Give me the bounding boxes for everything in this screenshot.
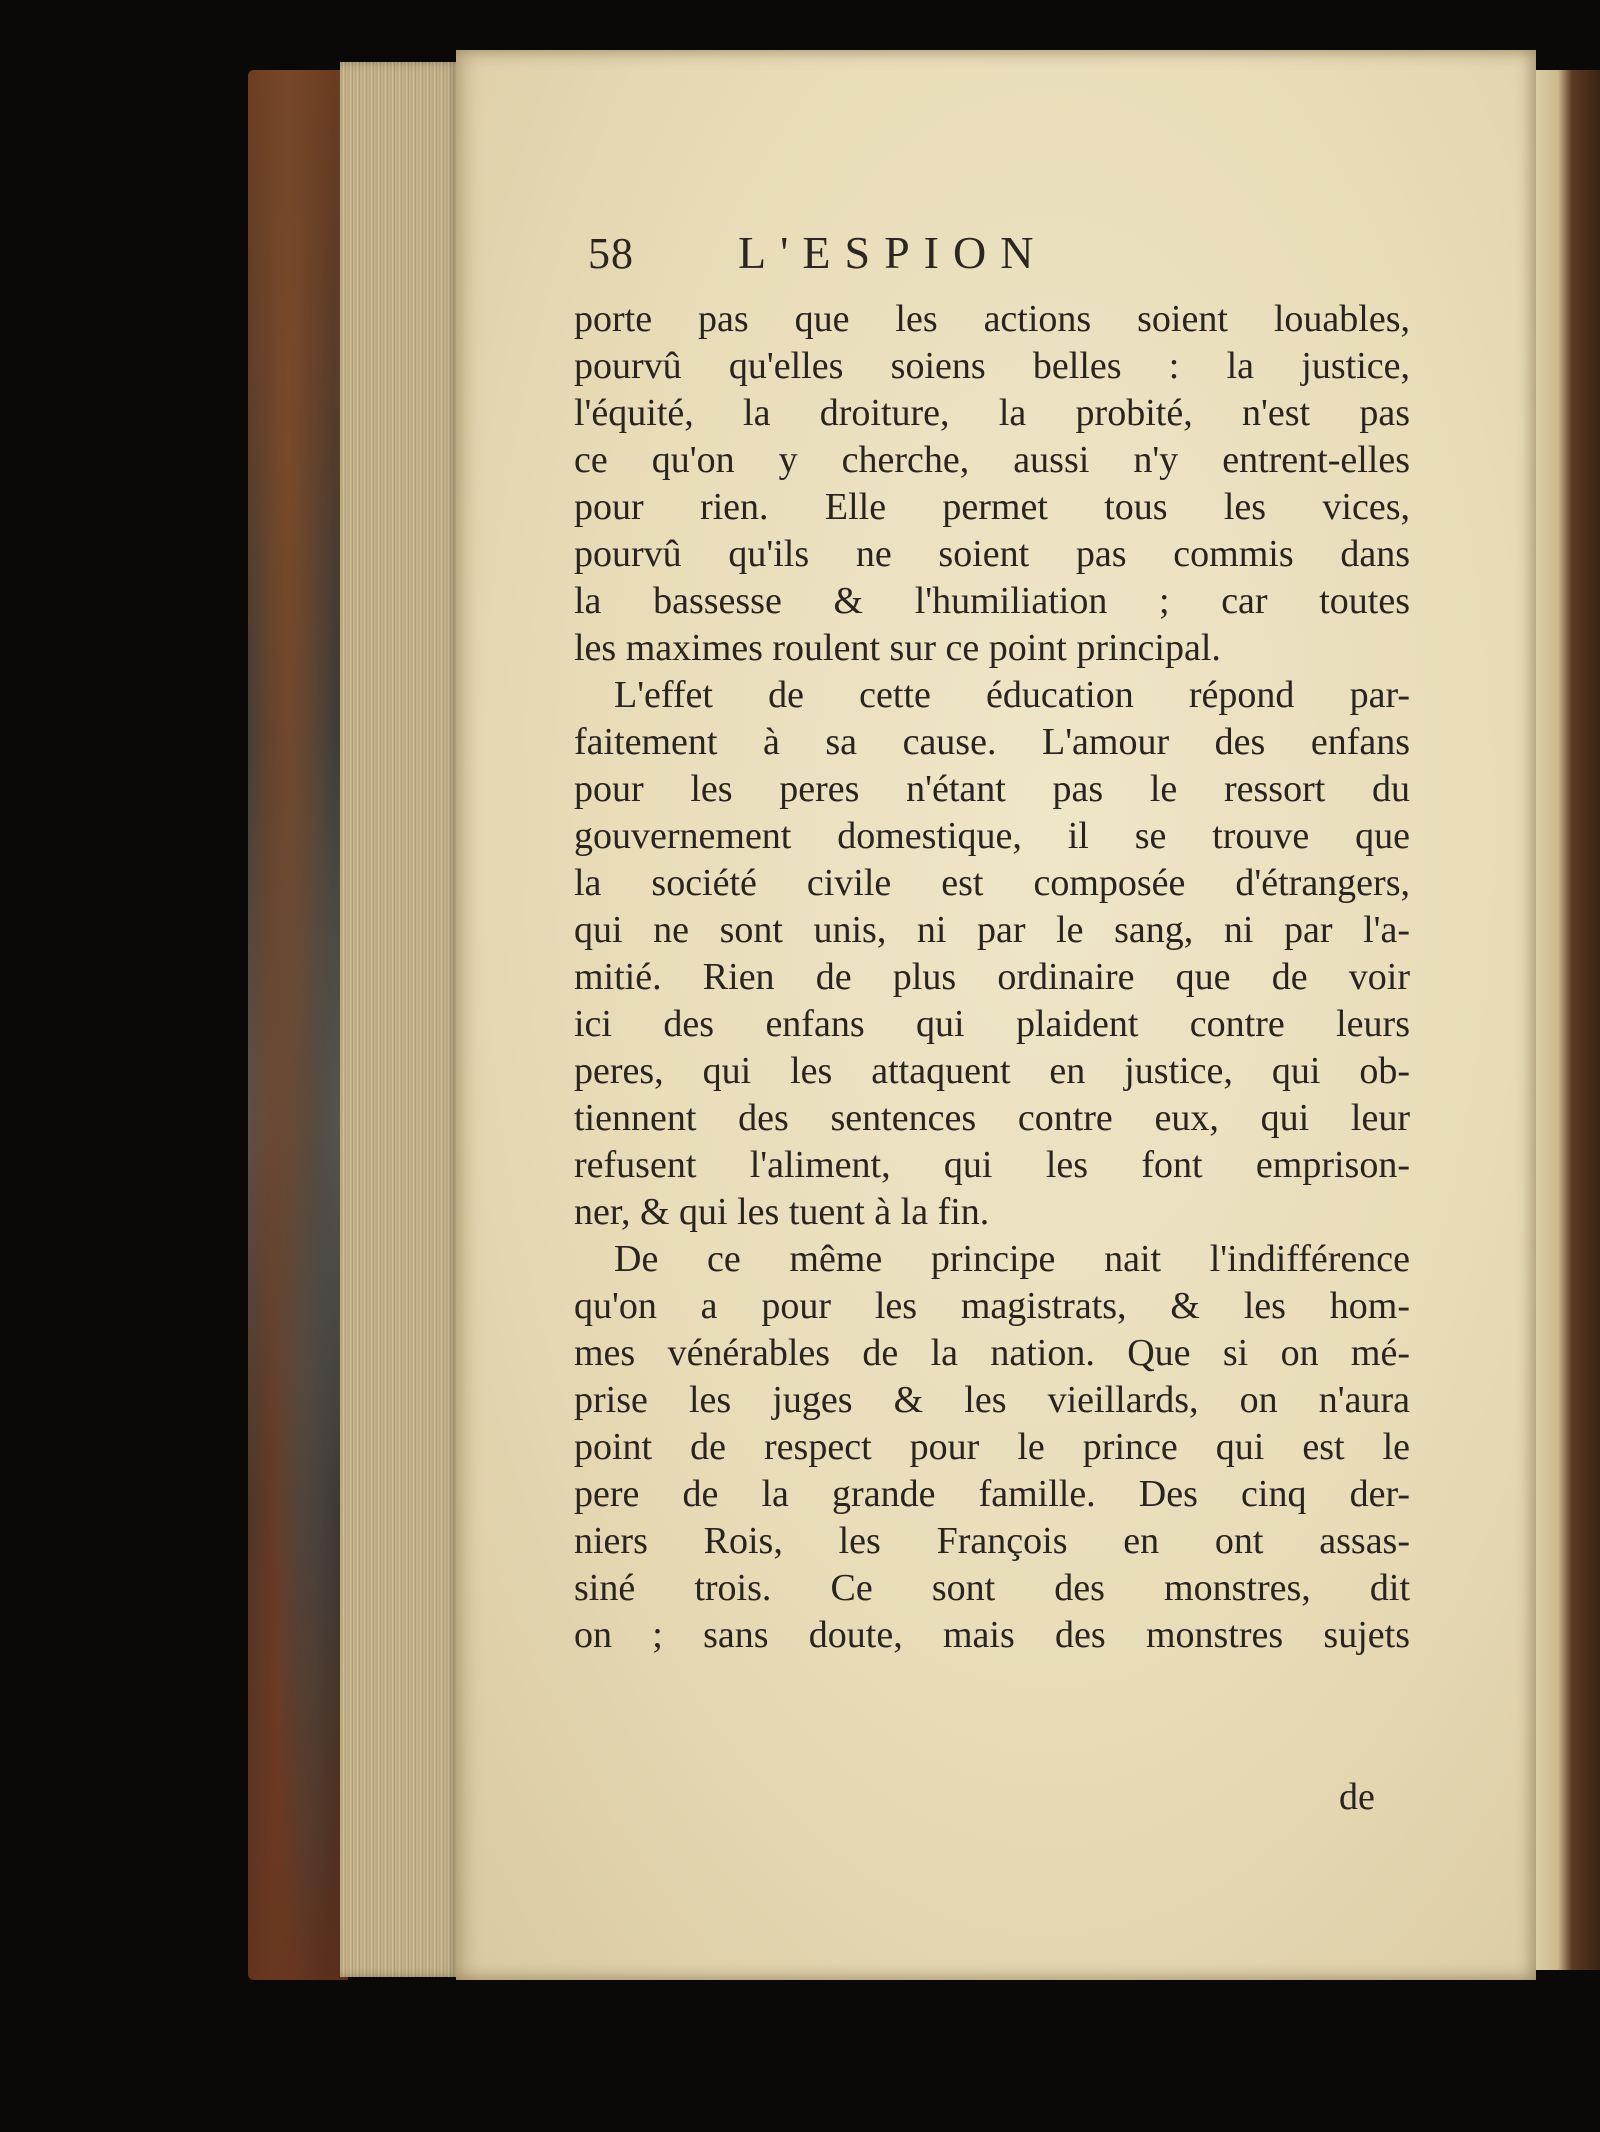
book-right-edge bbox=[1530, 70, 1600, 1970]
body-text bbox=[574, 296, 1410, 1659]
text-line: siné trois. Ce sont des monstres, dit bbox=[574, 1567, 1410, 1609]
text-line: pourvû qu'ils ne soient pas commis dans bbox=[574, 533, 1410, 575]
catchword: de bbox=[1339, 1776, 1375, 1818]
text-line: qu'on a pour les magistrats, & les hom- bbox=[574, 1285, 1410, 1327]
text-line: faitement à sa cause. L'amour des enfans bbox=[574, 721, 1410, 763]
text-line: prise les juges & les vieillards, on n'aura bbox=[574, 1379, 1410, 1421]
text-line: ici des enfans qui plaident contre leurs bbox=[574, 1003, 1410, 1045]
text-line: ner, & qui les tuent à la fin. bbox=[574, 1191, 990, 1233]
text-line: on ; sans doute, mais des monstres sujets bbox=[574, 1614, 1410, 1656]
running-title: L'ESPION bbox=[738, 227, 1048, 278]
text-line: gouvernement domestique, il se trouve que bbox=[574, 815, 1410, 857]
text-line: mes vénérables de la nation. Que si on mé- bbox=[574, 1332, 1410, 1374]
text-line: tiennent des sentences contre eux, qui leur bbox=[574, 1097, 1410, 1139]
page-edges bbox=[340, 62, 460, 1977]
text-line: De ce même principe nait l'indifférence bbox=[614, 1238, 1410, 1280]
text-line: la bassesse & l'humiliation ; car toutes bbox=[574, 580, 1410, 622]
text-line: pour les peres n'étant pas le ressort du bbox=[574, 768, 1410, 810]
text-line: peres, qui les attaquent en justice, qui ob- bbox=[574, 1050, 1410, 1092]
book-cover-left bbox=[248, 70, 348, 1980]
text-line: mitié. Rien de plus ordinaire que de voir bbox=[574, 956, 1410, 998]
text-line: L'effet de cette éducation répond par- bbox=[614, 674, 1410, 716]
page-header bbox=[588, 226, 1198, 296]
text-line: pour rien. Elle permet tous les vices, bbox=[574, 486, 1410, 528]
text-line: refusent l'aliment, qui les font emprison- bbox=[574, 1144, 1410, 1186]
text-line: niers Rois, les François en ont assas- bbox=[574, 1520, 1410, 1562]
text-line: porte pas que les actions soient louables, bbox=[574, 298, 1410, 340]
text-line: la société civile est composée d'étrangers, bbox=[574, 862, 1410, 904]
text-line: pourvû qu'elles soiens belles : la justice, bbox=[574, 345, 1410, 387]
text-line: les maximes roulent sur ce point principal. bbox=[574, 627, 1221, 669]
text-line: ce qu'on y cherche, aussi n'y entrent-elles bbox=[574, 439, 1410, 481]
page-number: 58 bbox=[588, 229, 634, 278]
text-line: pere de la grande famille. Des cinq der- bbox=[574, 1473, 1410, 1515]
text-line: l'équité, la droiture, la probité, n'est pas bbox=[574, 392, 1410, 434]
text-line: qui ne sont unis, ni par le sang, ni par l'a- bbox=[574, 909, 1410, 951]
text-line: point de respect pour le prince qui est le bbox=[574, 1426, 1410, 1468]
